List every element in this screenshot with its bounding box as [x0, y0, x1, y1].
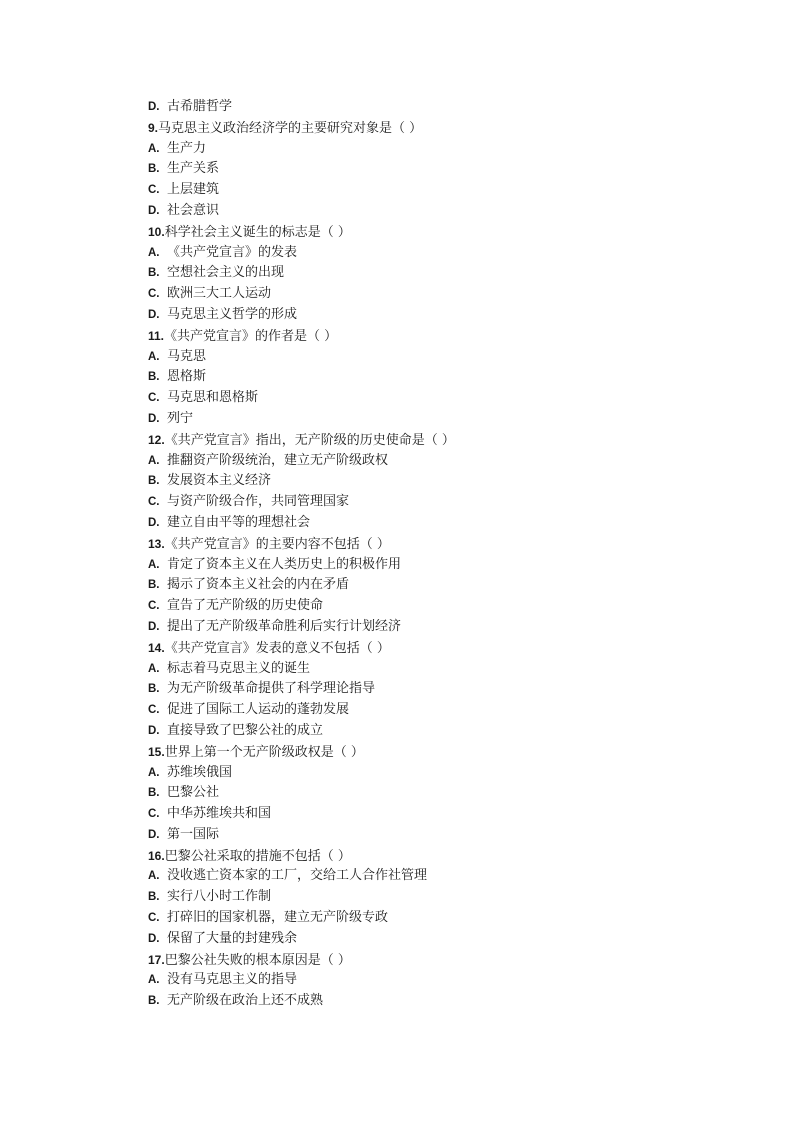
answer-option	[148, 367, 748, 388]
option-letter: C.	[148, 392, 160, 405]
answer-option	[148, 617, 748, 638]
option-letter: A.	[148, 558, 160, 571]
answer-option	[148, 263, 748, 284]
question-stem	[148, 222, 748, 243]
question-number: 16.	[148, 848, 165, 863]
option-text: 《共产党宣言》的发表	[167, 244, 298, 260]
option-letter: B.	[148, 163, 160, 176]
option-text: 实行八小时工作制	[167, 889, 272, 905]
question-text: 巴黎公社采取的措施不包括（ ）	[164, 848, 351, 864]
question-number: 13.	[148, 536, 165, 551]
option-text: 肯定了资本主义在人类历史上的积极作用	[167, 556, 402, 572]
answer-option	[148, 305, 748, 326]
question-text: 《共产党宣言》的作者是（ ）	[164, 328, 338, 344]
question-number: 14.	[148, 640, 165, 655]
option-text: 推翻资产阶级统治，建立无产阶级政权	[167, 452, 389, 468]
answer-option	[148, 659, 748, 680]
question-number: 10.	[148, 224, 165, 239]
option-letter: D.	[148, 101, 160, 113]
option-letter: D.	[148, 308, 160, 321]
option-text: 苏维埃俄国	[167, 764, 233, 780]
answer-option	[148, 284, 748, 305]
option-letter: D.	[148, 204, 160, 217]
answer-option	[148, 180, 748, 201]
option-letter: B.	[148, 371, 160, 384]
answer-option	[148, 721, 748, 742]
question-text: 《共产党宣言》指出，无产阶级的历史使命是（ ）	[164, 432, 455, 448]
option-text: 上层建筑	[167, 182, 220, 198]
option-text: 打碎旧的国家机器，建立无产阶级专政	[167, 910, 389, 926]
option-letter: C.	[148, 600, 160, 613]
answer-option	[148, 388, 748, 409]
option-text: 建立自由平等的理想社会	[167, 514, 311, 530]
option-text: 第一国际	[167, 826, 220, 842]
option-text: 欧洲三大工人运动	[167, 286, 272, 302]
option-letter: D.	[148, 828, 160, 841]
answer-option	[148, 783, 748, 804]
option-text: 与资产阶级合作，共同管理国家	[167, 494, 350, 510]
option-text: 标志着马克思主义的诞生	[167, 660, 311, 676]
question-text: 马克思主义政治经济学的主要研究对象是（ ）	[158, 120, 423, 136]
option-letter: B.	[148, 579, 160, 592]
answer-option	[148, 700, 748, 721]
question-stem	[148, 430, 748, 451]
option-letter: C.	[148, 808, 160, 821]
option-letter: C.	[148, 912, 160, 925]
option-letter: B.	[148, 787, 160, 800]
document-body	[148, 97, 748, 1012]
answer-option	[148, 513, 748, 534]
answer-option	[148, 763, 748, 784]
option-text: 没收逃亡资本家的工厂，交给工人合作社管理	[167, 868, 428, 884]
option-text: 马克思	[167, 348, 207, 364]
answer-option	[148, 139, 748, 160]
option-text: 保留了大量的封建残余	[167, 930, 298, 946]
question-stem	[148, 950, 748, 971]
question-number: 11.	[148, 328, 165, 343]
answer-option	[148, 596, 748, 617]
option-letter: A.	[148, 662, 160, 675]
option-text: 没有马克思主义的指导	[167, 972, 298, 988]
option-text: 古希腊哲学	[167, 99, 233, 114]
option-text: 生产关系	[167, 161, 220, 177]
option-letter: B.	[148, 475, 160, 488]
question-number: 17.	[148, 952, 165, 967]
option-text: 宣告了无产阶级的历史使命	[167, 598, 324, 614]
option-letter: C.	[148, 288, 160, 301]
option-letter: A.	[148, 870, 160, 883]
question-stem	[148, 534, 748, 555]
answer-option	[148, 970, 748, 991]
option-letter: C.	[148, 184, 160, 197]
answer-option	[148, 97, 748, 118]
option-letter: C.	[148, 496, 160, 509]
option-text: 列宁	[167, 410, 194, 426]
option-letter: D.	[148, 516, 160, 529]
answer-option	[148, 471, 748, 492]
question-number: 9.	[148, 120, 159, 135]
option-letter: B.	[148, 267, 160, 280]
option-letter: B.	[148, 683, 160, 696]
question-text: 巴黎公社失败的根本原因是（ ）	[164, 952, 351, 968]
question-stem	[148, 846, 748, 867]
answer-option	[148, 866, 748, 887]
answer-option	[148, 243, 748, 264]
answer-option	[148, 555, 748, 576]
question-stem	[148, 118, 748, 139]
question-text: 《共产党宣言》发表的意义不包括（ ）	[164, 640, 390, 656]
option-letter: D.	[148, 932, 160, 945]
answer-option	[148, 929, 748, 950]
question-stem	[148, 742, 748, 763]
option-text: 为无产阶级革命提供了科学理论指导	[167, 681, 376, 697]
answer-option	[148, 991, 748, 1012]
question-text: 科学社会主义诞生的标志是（ ）	[164, 224, 351, 240]
question-number: 12.	[148, 432, 165, 447]
option-letter: D.	[148, 724, 160, 737]
option-letter: A.	[148, 766, 160, 779]
question-text: 世界上第一个无产阶级政权是（ ）	[164, 744, 364, 760]
question-stem	[148, 326, 748, 347]
option-letter: A.	[148, 142, 160, 155]
option-text: 揭示了资本主义社会的内在矛盾	[167, 577, 350, 593]
option-letter: C.	[148, 704, 160, 717]
option-letter: A.	[148, 350, 160, 363]
option-text: 马克思和恩格斯	[167, 390, 259, 406]
option-text: 社会意识	[167, 202, 220, 218]
option-text: 空想社会主义的出现	[167, 265, 285, 281]
answer-option	[148, 887, 748, 908]
option-letter: D.	[148, 620, 160, 633]
answer-option	[148, 908, 748, 929]
option-text: 发展资本主义经济	[167, 473, 272, 489]
option-text: 生产力	[167, 140, 207, 156]
answer-option	[148, 159, 748, 180]
option-text: 巴黎公社	[167, 785, 220, 801]
option-text: 无产阶级在政治上还不成熟	[167, 993, 324, 1009]
option-letter: D.	[148, 412, 160, 425]
answer-option	[148, 679, 748, 700]
option-text: 马克思主义哲学的形成	[167, 306, 298, 322]
option-letter: A.	[148, 454, 160, 467]
answer-option	[148, 492, 748, 513]
option-letter: B.	[148, 995, 160, 1008]
option-text: 促进了国际工人运动的蓬勃发展	[167, 702, 350, 718]
question-stem	[148, 638, 748, 659]
answer-option	[148, 825, 748, 846]
answer-option	[148, 347, 748, 368]
answer-option	[148, 451, 748, 472]
question-number: 15.	[148, 744, 165, 759]
option-letter: A.	[148, 974, 160, 987]
answer-option	[148, 409, 748, 430]
option-text: 直接导致了巴黎公社的成立	[167, 722, 324, 738]
answer-option	[148, 201, 748, 222]
option-text: 中华苏维埃共和国	[167, 806, 272, 822]
option-text: 提出了无产阶级革命胜利后实行计划经济	[167, 618, 402, 634]
answer-option	[148, 575, 748, 596]
option-letter: B.	[148, 891, 160, 904]
answer-option	[148, 804, 748, 825]
question-text: 《共产党宣言》的主要内容不包括（ ）	[164, 536, 390, 552]
option-text: 恩格斯	[167, 369, 207, 385]
option-letter: A.	[148, 246, 160, 259]
